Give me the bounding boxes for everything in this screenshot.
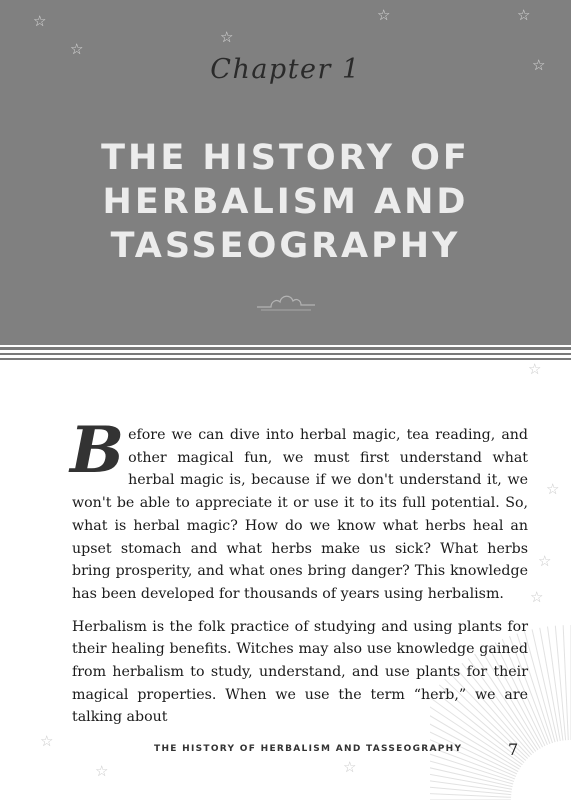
chapter-title-line: HERBALISM AND [102, 182, 469, 222]
star-icon: ☆ [70, 40, 84, 58]
star-icon: ☆ [377, 6, 391, 24]
star-icon: ☆ [33, 12, 47, 30]
drop-cap: B [70, 413, 125, 488]
header-divider-rule [0, 353, 571, 355]
sunburst-ray [532, 629, 558, 741]
star-icon: ☆ [40, 732, 54, 750]
paragraph: Herbalism is the folk practice of studying and using plants for their healing benefits. Witches may also use knowledge gained from herbalism to study, understand, and use plants for their magical properties. When we use the term “herb,” we are talking about [72, 618, 528, 726]
header-divider-rule [0, 347, 571, 350]
paragraph [70, 413, 528, 606]
sunburst-ray [430, 784, 511, 794]
sunburst-ray [430, 777, 512, 792]
cloud-ornament-icon [255, 290, 317, 314]
header-divider-rule [0, 358, 571, 360]
running-footer-title: THE HISTORY OF HERBALISM AND TASSEOGRAPHY [154, 744, 463, 754]
sunburst-ray [430, 792, 511, 797]
chapter-title-line: THE HISTORY OF [101, 138, 470, 178]
star-icon: ☆ [528, 360, 542, 378]
star-icon: ☆ [517, 6, 531, 24]
star-icon: ☆ [546, 480, 560, 498]
star-icon: ☆ [538, 552, 552, 570]
star-icon: ☆ [220, 28, 234, 46]
page-number: 7 [508, 740, 519, 759]
chapter-label: Chapter 1 [210, 54, 361, 85]
star-icon: ☆ [530, 588, 544, 606]
paragraph-text: efore we can dive into herbal magic, tea reading, and other magical fun, we must first understand what herbal magic is, because if we don't understand it, we won't be able to appreciate it or use it to its full potential. So, what is herbal magic? How do we know what herbs heal an upset stomach and what herbs make us sick? What herbs bring prosperity, and what ones bring danger? This knowledge has been developed for thousands of years using herbalism. [72, 427, 528, 602]
star-icon: ☆ [532, 56, 546, 74]
star-icon: ☆ [343, 758, 357, 776]
chapter-title-line: TASSEOGRAPHY [110, 226, 461, 266]
star-icon: ☆ [95, 762, 109, 780]
chapter-title [0, 136, 571, 268]
chapter-header-banner [0, 0, 571, 345]
body-text [70, 413, 528, 739]
